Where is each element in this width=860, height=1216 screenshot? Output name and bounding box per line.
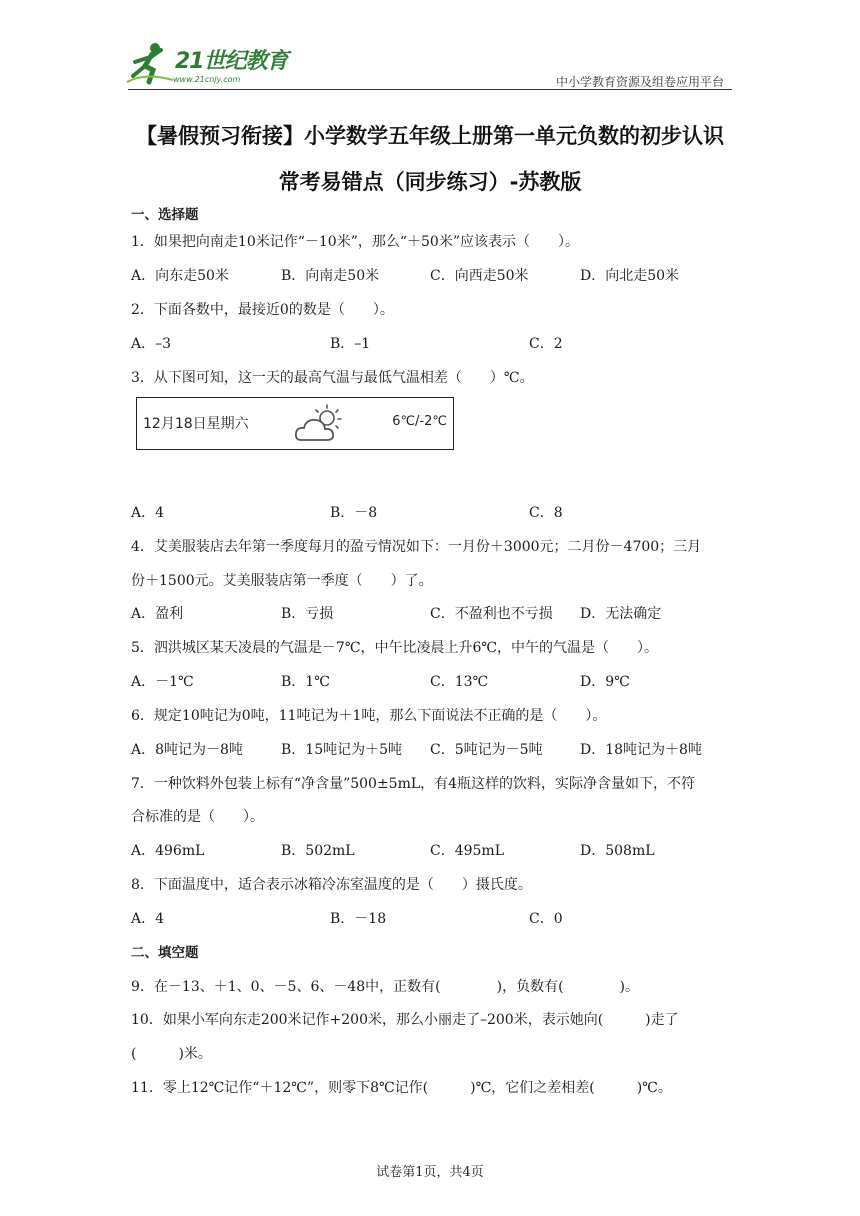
q3-option-b: B．－8 — [330, 505, 378, 521]
q9-stem: 9．在－13、＋1、0、－5、6、－48中，正数有( )，负数有( )。 — [131, 979, 640, 995]
q10-stem-line2: ( )米。 — [131, 1046, 212, 1062]
q5-option-a: A．－1℃ — [131, 674, 194, 690]
q5-option-d: D．9℃ — [580, 674, 630, 690]
partly-cloudy-icon — [293, 402, 347, 446]
q1-option-b: B．向南走50米 — [281, 268, 380, 284]
q6-option-c: C．5吨记为－5吨 — [430, 742, 543, 758]
q1-stem: 1．如果把向南走10米记作“－10米”，那么“＋50米”应该表示（ ）。 — [131, 234, 579, 250]
q2-option-a: A．–3 — [131, 336, 172, 352]
q8-option-c: C．0 — [529, 911, 563, 927]
section-choice: 一、选择题 — [131, 207, 199, 223]
header-divider — [128, 89, 732, 90]
logo-text: 21世纪教育 — [175, 49, 288, 74]
q6-option-a: A．8吨记为－8吨 — [131, 742, 243, 758]
q7-option-a: A．496mL — [131, 843, 205, 859]
q8-option-b: B．－18 — [330, 911, 387, 927]
q4-option-b: B．亏损 — [281, 606, 334, 622]
platform-name: 中小学教育资源及组卷应用平台 — [555, 75, 724, 89]
q5-stem: 5．泗洪城区某天凌晨的气温是－7℃，中午比凌晨上升6℃，中午的气温是（ ）。 — [131, 640, 659, 656]
page-title-line1: 【暑假预习衔接】小学数学五年级上册第一单元负数的初步认识 — [136, 124, 724, 148]
q7-option-c: C．495mL — [430, 843, 505, 859]
logo-url: www.21cnjy.com — [173, 75, 241, 84]
q2-option-b: B．–1 — [330, 336, 371, 352]
page-footer: 试卷第1页，共4页 — [376, 1165, 484, 1180]
q6-stem: 6．规定10吨记为0吨，11吨记为＋1吨，那么下面说法不正确的是（ ）。 — [131, 708, 607, 724]
q4-stem-line2: 份＋1500元。艾美服装店第一季度（ ）了。 — [131, 573, 433, 589]
q8-option-a: A．4 — [131, 911, 165, 927]
q3-option-c: C．8 — [529, 505, 563, 521]
page-header — [0, 0, 860, 92]
q4-stem-line1: 4．艾美服装店去年第一季度每月的盈亏情况如下：一月份＋3000元；二月份－4700；三月 — [131, 539, 702, 555]
q3-stem: 3．从下图可知，这一天的最高气温与最低气温相差（ ）℃。 — [131, 370, 534, 386]
weather-card — [136, 397, 454, 450]
q7-stem-line1: 7．一种饮料外包装上标有“净含量”500±5mL，有4瓶这样的饮料，实际净含量如下，不符 — [131, 776, 696, 792]
q5-option-c: C．13℃ — [430, 674, 489, 690]
q1-option-a: A．向东走50米 — [131, 268, 229, 284]
q5-option-b: B．1℃ — [281, 674, 330, 690]
q6-option-b: B．15吨记为＋5吨 — [281, 742, 403, 758]
q10-stem-line1: 10．如果小军向东走200米记作+200米，那么小丽走了–200米，表示她向( )走了 — [131, 1012, 679, 1028]
q4-option-a: A．盈利 — [131, 606, 184, 622]
q7-option-d: D．508mL — [580, 843, 655, 859]
q2-option-c: C．2 — [529, 336, 563, 352]
weather-temperature: 6℃/-2℃ — [392, 414, 447, 429]
q7-stem-line2: 合标准的是（ ）。 — [131, 809, 264, 825]
section-fill: 二、填空题 — [131, 945, 199, 961]
q6-option-d: D．18吨记为＋8吨 — [580, 742, 702, 758]
weather-date: 12月18日星期六 — [143, 416, 249, 432]
q2-stem: 2．下面各数中，最接近0的数是（ ）。 — [131, 302, 394, 318]
q4-option-d: D．无法确定 — [580, 606, 662, 622]
q4-option-c: C．不盈利也不亏损 — [430, 606, 553, 622]
q8-stem: 8．下面温度中，适合表示冰箱冷冻室温度的是（ ）摄氏度。 — [131, 877, 532, 893]
page-title-line2: 常考易错点（同步练习）-苏教版 — [278, 170, 582, 194]
runner-logo-icon — [125, 42, 175, 86]
q3-option-a: A．4 — [131, 505, 165, 521]
q7-option-b: B．502mL — [281, 843, 355, 859]
q1-option-c: C．向西走50米 — [430, 268, 529, 284]
q11-stem: 11．零上12℃记作“＋12℃”，则零下8℃记作( )℃，它们之差相差( )℃。 — [131, 1080, 672, 1096]
logo — [125, 42, 290, 90]
q1-option-d: D．向北走50米 — [580, 268, 680, 284]
